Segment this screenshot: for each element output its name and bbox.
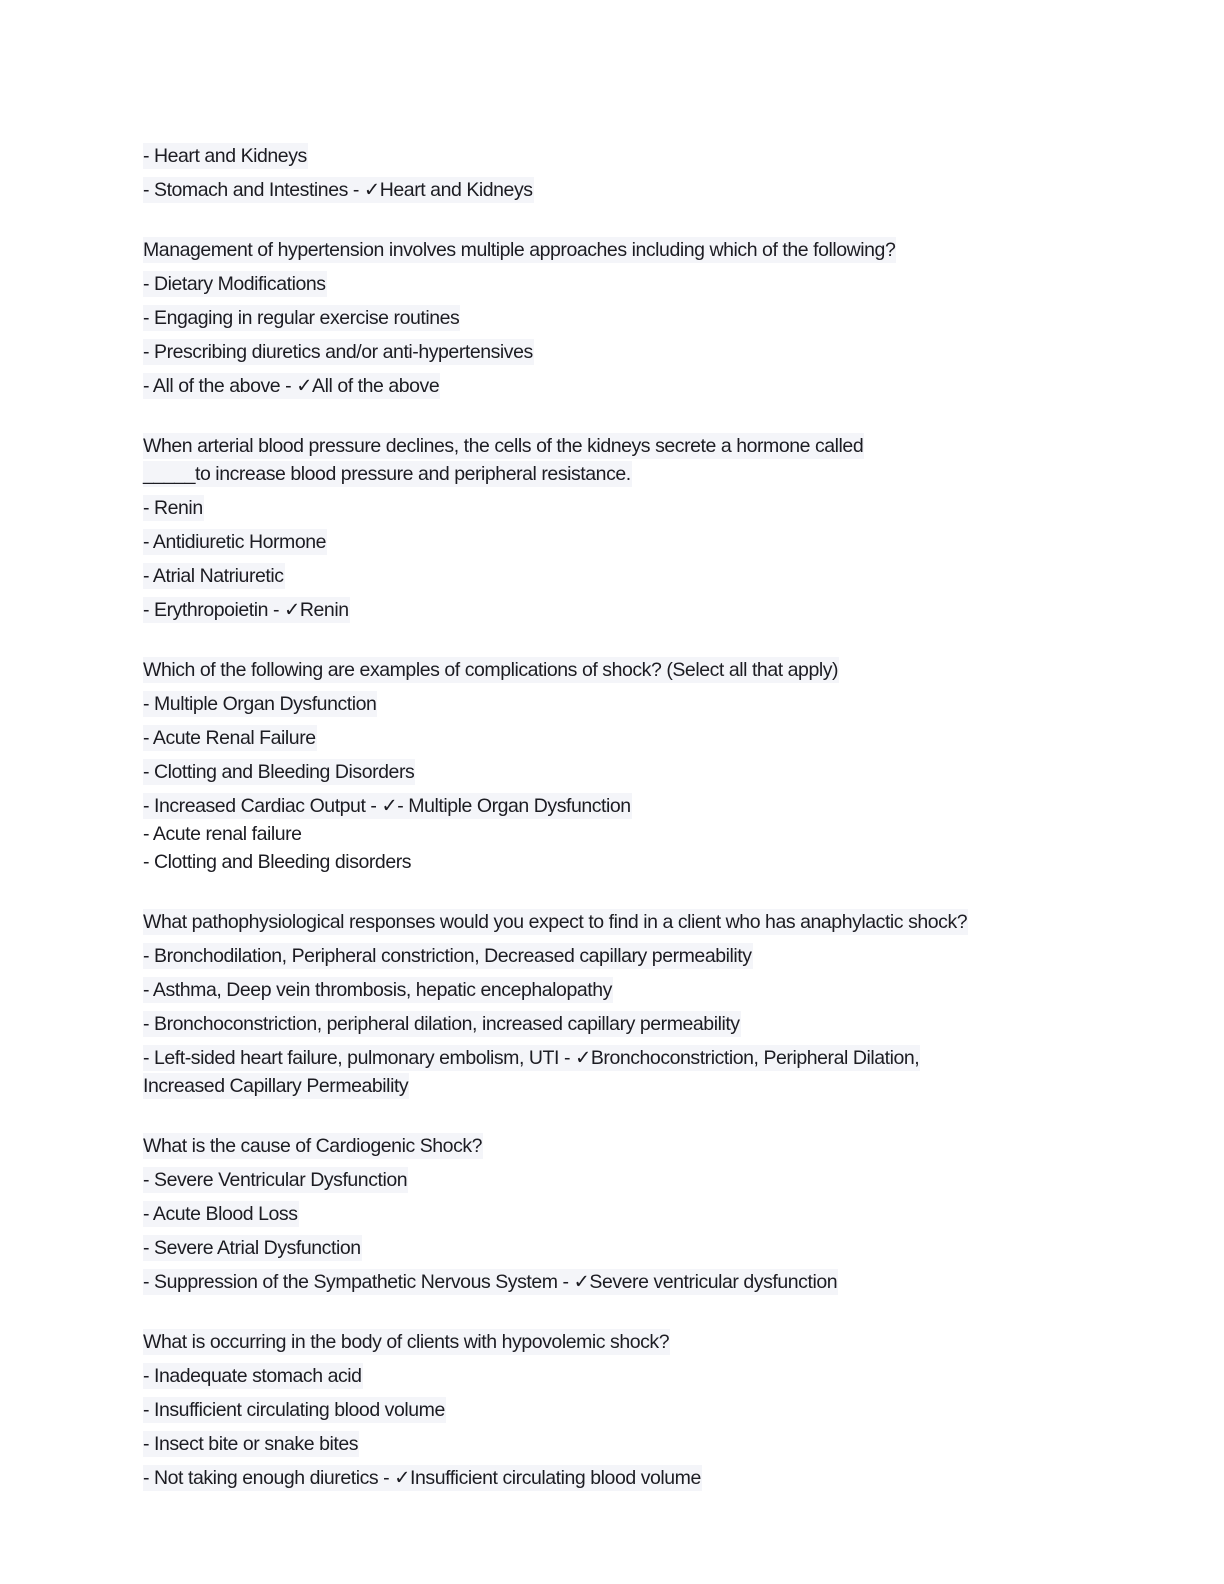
answer-option: - Heart and Kidneys	[143, 145, 307, 167]
question-text: _____to increase blood pressure and peripheral resistance.	[143, 463, 631, 485]
answer-option-with-key: - Stomach and Intestines - ✓Heart and Kidneys	[143, 179, 533, 201]
answer-option-with-key: - Increased Cardiac Output - ✓- Multiple Organ Dysfunction	[143, 795, 631, 817]
question-block	[143, 656, 1083, 876]
answer-option: - Engaging in regular exercise routines	[143, 307, 460, 329]
answer-option-with-key: - All of the above - ✓All of the above	[143, 375, 440, 397]
question-text: What pathophysiological responses would you expect to find in a client who has anaphylactic shock?	[143, 911, 968, 933]
answer-key-line: - Clotting and Bleeding disorders	[143, 851, 412, 873]
question-text: What is occurring in the body of clients with hypovolemic shock?	[143, 1331, 670, 1353]
question-block	[143, 236, 1083, 400]
answer-option: - Multiple Organ Dysfunction	[143, 693, 377, 715]
answer-option-with-key: - Left-sided heart failure, pulmonary embolism, UTI - ✓Bronchoconstriction, Peripheral Dilation,	[143, 1047, 920, 1069]
question-text: What is the cause of Cardiogenic Shock?	[143, 1135, 483, 1157]
question-block	[143, 908, 1083, 1100]
document-page	[143, 142, 1083, 1498]
answer-option: - Asthma, Deep vein thrombosis, hepatic encephalopathy	[143, 979, 612, 1001]
answer-option: - Bronchoconstriction, peripheral dilation, increased capillary permeability	[143, 1013, 740, 1035]
answer-option-with-key: - Suppression of the Sympathetic Nervous System - ✓Severe ventricular dysfunction	[143, 1271, 838, 1293]
question-block	[143, 432, 1083, 624]
question-text: Which of the following are examples of complications of shock? (Select all that apply)	[143, 659, 839, 681]
question-block	[143, 1132, 1083, 1296]
question-text: Management of hypertension involves multiple approaches including which of the following?	[143, 239, 896, 261]
answer-option: - Dietary Modifications	[143, 273, 326, 295]
answer-option-with-key: - Erythropoietin - ✓Renin	[143, 599, 349, 621]
answer-option: - Severe Ventricular Dysfunction	[143, 1169, 408, 1191]
answer-option-with-key: - Not taking enough diuretics - ✓Insufficient circulating blood volume	[143, 1467, 701, 1489]
answer-option: - Insect bite or snake bites	[143, 1433, 359, 1455]
answer-key-line: - Acute renal failure	[143, 823, 302, 845]
answer-option: - Atrial Natriuretic	[143, 565, 284, 587]
answer-option: - Acute Renal Failure	[143, 727, 316, 749]
answer-option: - Renin	[143, 497, 203, 519]
answer-option: - Bronchodilation, Peripheral constriction, Decreased capillary permeability	[143, 945, 752, 967]
answer-option: - Antidiuretic Hormone	[143, 531, 327, 553]
answer-option: - Inadequate stomach acid	[143, 1365, 362, 1387]
answer-option: - Insufficient circulating blood volume	[143, 1399, 445, 1421]
answer-option: - Clotting and Bleeding Disorders	[143, 761, 415, 783]
question-block	[143, 1328, 1083, 1492]
question-text: When arterial blood pressure declines, the cells of the kidneys secrete a hormone called	[143, 435, 864, 457]
answer-option: - Prescribing diuretics and/or anti-hypertensives	[143, 341, 533, 363]
answer-option: - Acute Blood Loss	[143, 1203, 298, 1225]
answer-option: - Severe Atrial Dysfunction	[143, 1237, 361, 1259]
answer-key-line: Increased Capillary Permeability	[143, 1075, 409, 1097]
question-block	[143, 142, 1083, 204]
